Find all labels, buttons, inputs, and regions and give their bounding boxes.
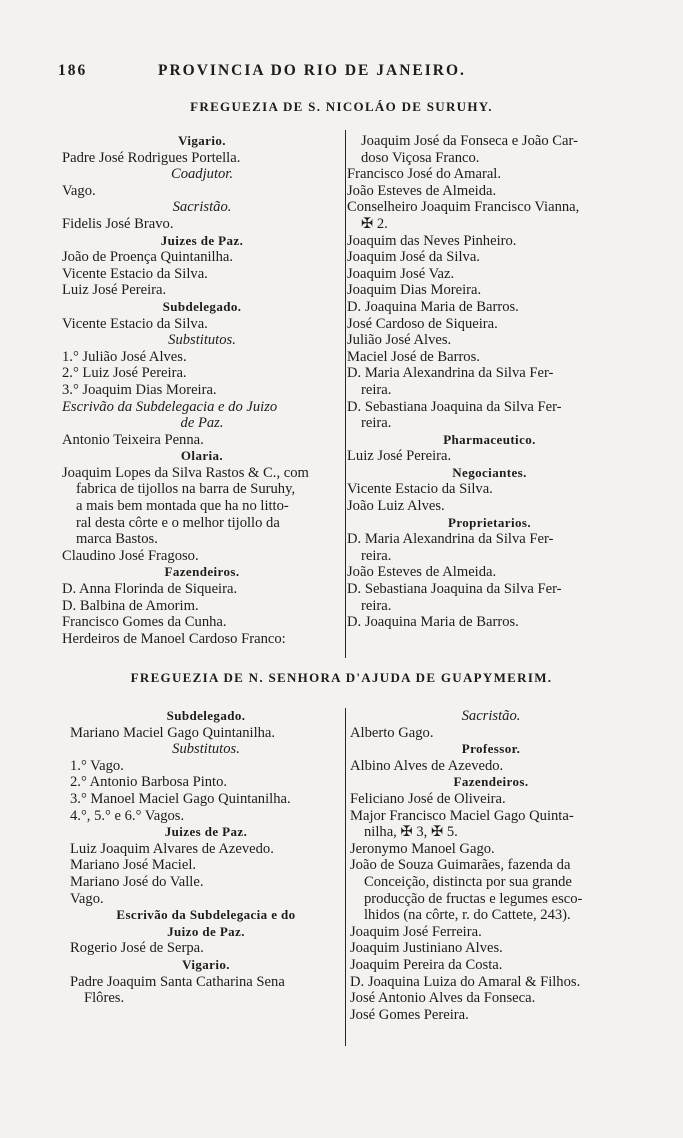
heading: Coadjutor. xyxy=(170,166,234,183)
entry: João Esteves de Almeida. xyxy=(347,182,497,199)
entry: Jeronymo Manoel Gago. xyxy=(350,840,495,857)
entry: Francisco José do Amaral. xyxy=(347,166,502,183)
suruhy-left-column xyxy=(62,133,342,647)
entry: Albino Alves de Azevedo. xyxy=(350,757,504,774)
entry: 2.° Antonio Barbosa Pinto. xyxy=(70,774,228,791)
entry: José Cardoso de Siqueira. xyxy=(347,315,498,332)
entry: D. Joaquina Maria de Barros. xyxy=(347,298,519,315)
entry: Joaquim José da Silva. xyxy=(347,249,480,266)
heading: Escrivão da Subdelegacia e do xyxy=(116,907,296,923)
entry: Vago. xyxy=(62,182,96,199)
heading: Subdelegado. xyxy=(162,298,242,314)
heading: Vigario. xyxy=(182,956,230,972)
entry: 1.° Vago. xyxy=(70,757,124,774)
guapymerim-left-column xyxy=(70,708,342,1007)
entry: Claudino José Fragoso. xyxy=(62,547,199,564)
entry: Padre Joaquim Santa Catharina Sena xyxy=(70,973,285,990)
entry: Vicente Estacio da Silva. xyxy=(62,315,208,332)
entry: Vicente Estacio da Silva. xyxy=(347,481,493,498)
entry: D. Sebastiana Joaquina da Silva Fer- xyxy=(347,398,562,415)
entry: ral desta côrte e o melhor tijollo da xyxy=(76,514,280,531)
entry: a mais bem montada que ha no litto- xyxy=(76,498,289,515)
entry: Major Francisco Maciel Gago Quinta- xyxy=(350,807,574,824)
entry: Antonio Teixeira Penna. xyxy=(62,431,204,448)
entry: 1.° Julião José Alves. xyxy=(62,348,187,365)
heading: Sacristão. xyxy=(172,199,232,216)
entry: Luiz José Pereira. xyxy=(347,448,452,465)
entry: João Esteves de Almeida. xyxy=(347,564,497,581)
heading: Fazendeiros. xyxy=(164,564,240,580)
entry: 3.° Joaquim Dias Moreira. xyxy=(62,381,217,398)
entry: Mariano José Maciel. xyxy=(70,857,197,874)
entry: Joaquim José Ferreira. xyxy=(350,923,482,940)
heading: Juizes de Paz. xyxy=(160,232,244,248)
entry: Flôres. xyxy=(84,990,125,1007)
entry: doso Viçosa Franco. xyxy=(361,149,480,166)
entry: Conceição, distincta por sua grande xyxy=(364,873,572,890)
heading: Escrivão da Subdelegacia e do Juizo xyxy=(62,398,278,415)
entry: Padre José Rodrigues Portella. xyxy=(62,149,241,166)
column-divider xyxy=(345,130,346,658)
entry: Joaquim Pereira da Costa. xyxy=(350,956,503,973)
heading: Substitutos. xyxy=(168,332,236,349)
entry: Mariano Maciel Gago Quintanilha. xyxy=(70,724,276,741)
entry: Herdeiros de Manoel Cardoso Franco: xyxy=(62,630,286,647)
heading: Pharmaceutico. xyxy=(443,431,536,447)
entry: producção de fructas e legumes esco- xyxy=(364,890,583,907)
entry: fabrica de tijollos na barra de Suruhy, xyxy=(76,481,296,498)
entry: D. Joaquina Maria de Barros. xyxy=(347,614,519,631)
entry: João de Proença Quintanilha. xyxy=(62,249,234,266)
entry: João Luiz Alves. xyxy=(347,498,445,515)
entry: Joaquim José da Fonseca e João Car- xyxy=(361,133,578,149)
heading: Olaria. xyxy=(180,448,224,464)
entry: Luiz Joaquim Alvares de Azevedo. xyxy=(70,840,274,857)
heading: Sacristão. xyxy=(461,708,521,724)
entry: Rogerio José de Serpa. xyxy=(70,940,204,957)
heading: Fazendeiros. xyxy=(453,774,529,790)
entry: Mariano José do Valle. xyxy=(70,873,204,890)
entry: Joaquim Justiniano Alves. xyxy=(350,940,503,957)
entry: reira. xyxy=(361,547,392,564)
running-title: PROVINCIA DO RIO DE JANEIRO. xyxy=(158,62,466,79)
entry: Francisco Gomes da Cunha. xyxy=(62,614,227,631)
heading: Vigario. xyxy=(178,133,226,148)
heading: Juizes de Paz. xyxy=(164,824,248,840)
entry: reira. xyxy=(361,597,392,614)
entry: D. Joaquina Luiza do Amaral & Filhos. xyxy=(350,973,581,990)
heading: Substitutos. xyxy=(172,741,240,758)
entry: 3.° Manoel Maciel Gago Quintanilha. xyxy=(70,790,291,807)
entry: Joaquim das Neves Pinheiro. xyxy=(347,232,517,249)
entry: D. Balbina de Amorim. xyxy=(62,597,199,614)
entry: 4.°, 5.° e 6.° Vagos. xyxy=(70,807,185,824)
entry: José Antonio Alves da Fonseca. xyxy=(350,990,536,1007)
entry: Feliciano José de Oliveira. xyxy=(350,790,506,807)
entry: lhidos (na côrte, r. do Cattete, 243). xyxy=(364,907,571,924)
section-title-guapymerim: FREGUEZIA DE N. SENHORA D'AJUDA DE GUAPYMERIM. xyxy=(130,670,553,685)
heading: de Paz. xyxy=(180,415,224,432)
entry: Vicente Estacio da Silva. xyxy=(62,265,208,282)
entry: Vago. xyxy=(70,890,104,907)
entry: reira. xyxy=(361,381,392,398)
heading: Professor. xyxy=(461,741,521,757)
entry: Joaquim José Vaz. xyxy=(347,265,455,282)
entry: nilha, ✠ 3, ✠ 5. xyxy=(364,824,458,841)
heading: Juizo de Paz. xyxy=(167,923,245,939)
entry: Joaquim Dias Moreira. xyxy=(347,282,482,299)
guapymerim-right-column xyxy=(350,708,632,1023)
suruhy-right-column xyxy=(347,133,632,631)
entry: ✠ 2. xyxy=(361,215,388,232)
page-number: 186 xyxy=(58,62,88,79)
entry: José Gomes Pereira. xyxy=(350,1006,469,1023)
section-title-suruhy: FREGUEZIA DE S. NICOLÁO DE SURUHY. xyxy=(190,99,493,114)
entry: reira. xyxy=(361,415,392,432)
entry: marca Bastos. xyxy=(76,531,158,548)
entry: D. Maria Alexandrina da Silva Fer- xyxy=(347,365,554,382)
entry: Fidelis José Bravo. xyxy=(62,215,174,232)
entry: D. Sebastiana Joaquina da Silva Fer- xyxy=(347,581,562,598)
heading: Subdelegado. xyxy=(166,708,246,723)
heading: Negociantes. xyxy=(452,464,527,480)
heading: Proprietarios. xyxy=(448,514,531,530)
entry: D. Maria Alexandrina da Silva Fer- xyxy=(347,531,554,548)
entry: Alberto Gago. xyxy=(350,724,434,741)
entry: Conselheiro Joaquim Francisco Vianna, xyxy=(347,199,580,216)
entry: João de Souza Guimarães, fazenda da xyxy=(350,857,571,874)
entry: 2.° Luiz José Pereira. xyxy=(62,365,187,382)
entry: Maciel José de Barros. xyxy=(347,348,480,365)
entry: Luiz José Pereira. xyxy=(62,282,167,299)
column-divider xyxy=(345,708,346,1046)
entry: Joaquim Lopes da Silva Rastos & C., com xyxy=(62,464,309,481)
entry: D. Anna Florinda de Siqueira. xyxy=(62,581,238,598)
entry: Julião José Alves. xyxy=(347,332,452,349)
